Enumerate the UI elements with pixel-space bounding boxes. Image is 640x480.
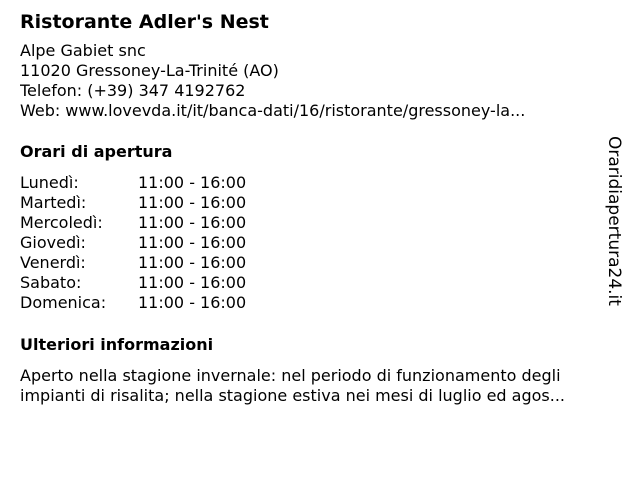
phone-number[interactable]: Telefon: (+39) 347 4192762	[20, 81, 246, 100]
address-line-2: 11020 Gressoney-La-Trinité (AO)	[20, 61, 279, 80]
day-label: Venerdì:	[20, 253, 86, 272]
opening-hours-heading: Orari di apertura	[20, 142, 173, 161]
day-label: Martedì:	[20, 193, 87, 212]
hours-row-wednesday	[20, 213, 610, 233]
additional-info-heading: Ulteriori informazioni	[20, 335, 214, 354]
hours-row-thursday	[20, 233, 610, 253]
additional-info-line-2: impianti di risalita; nella stagione estiva nei mesi di luglio ed agos...	[20, 386, 566, 405]
day-label: Domenica:	[20, 293, 107, 312]
day-label: Giovedì:	[20, 233, 86, 252]
hours-value: 11:00 - 16:00	[138, 293, 247, 312]
hours-row-monday	[20, 173, 610, 193]
additional-info-line-1: Aperto nella stagione invernale: nel periodo di funzionamento degli	[20, 366, 561, 385]
hours-row-saturday	[20, 273, 610, 293]
hours-value: 11:00 - 16:00	[138, 213, 247, 232]
hours-value: 11:00 - 16:00	[138, 173, 247, 192]
hours-value: 11:00 - 16:00	[138, 273, 247, 292]
day-label: Sabato:	[20, 273, 82, 292]
address-line-1: Alpe Gabiet snc	[20, 41, 146, 60]
hours-row-tuesday	[20, 193, 610, 213]
restaurant-name: Ristorante Adler's Nest	[20, 11, 269, 33]
day-label: Lunedì:	[20, 173, 79, 192]
website-label: Web:	[20, 101, 61, 120]
hours-value: 11:00 - 16:00	[138, 233, 247, 252]
opening-hours-table	[20, 173, 610, 313]
website-link[interactable]: www.lovevda.it/it/banca-dati/16/ristorante/gressoney-la...	[65, 101, 526, 120]
additional-info-text	[20, 366, 610, 406]
site-watermark: Oraridiapertura24.it	[604, 136, 624, 306]
hours-value: 11:00 - 16:00	[138, 193, 247, 212]
hours-row-sunday	[20, 293, 610, 313]
hours-row-friday	[20, 253, 610, 273]
website-row	[20, 101, 610, 121]
restaurant-card	[20, 10, 610, 406]
day-label: Mercoledì:	[20, 213, 103, 232]
hours-value: 11:00 - 16:00	[138, 253, 247, 272]
